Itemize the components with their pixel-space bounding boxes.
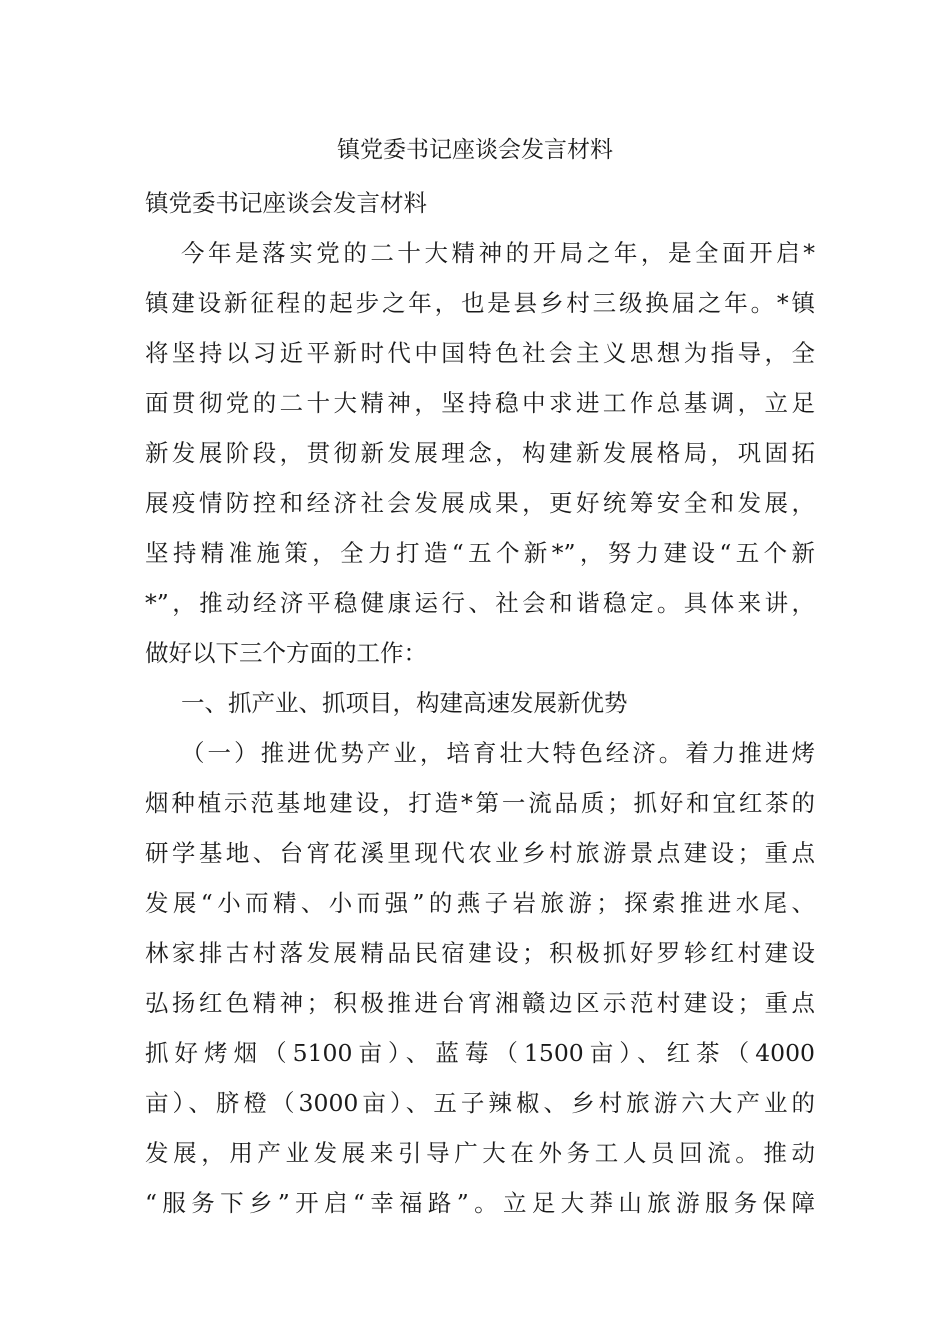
paragraph-line: 今年是落实党的二十大精神的开局之年，是全面开启* <box>181 239 815 267</box>
paragraph-line: 弘扬红色精神；积极推进台宵湘赣边区示范村建设；重点 <box>145 989 815 1017</box>
paragraph-line: 新发展阶段，贯彻新发展理念，构建新发展格局，巩固拓 <box>145 439 815 467</box>
paragraph-line: 抓好烤烟（5100亩）、蓝莓（1500亩）、红茶（4000 <box>145 1039 815 1067</box>
paragraph-line: 面贯彻党的二十大精神，坚持稳中求进工作总基调，立足 <box>145 389 815 417</box>
paragraph-line: 林家排古村落发展精品民宿建设；积极抓好罗轸红村建设 <box>145 939 815 967</box>
paragraph-line: 发展“小而精、小而强”的燕子岩旅游；探索推进水尾、 <box>145 889 815 917</box>
document-title: 镇党委书记座谈会发言材料 <box>337 137 613 163</box>
paragraph-line: “服务下乡”开启“幸福路”。立足大莽山旅游服务保障 <box>145 1189 815 1217</box>
document-body <box>145 178 815 1228</box>
paragraph-line: （一）推进优势产业，培育壮大特色经济。着力推进烤 <box>181 739 815 767</box>
paragraph-line: 镇建设新征程的起步之年，也是县乡村三级换届之年。*镇 <box>145 289 815 317</box>
paragraph-line: 烟种植示范基地建设，打造*第一流品质；抓好和宜红茶的 <box>145 789 815 817</box>
paragraph-line: 将坚持以习近平新时代中国特色社会主义思想为指导，全 <box>145 339 815 367</box>
paragraph-line: 做好以下三个方面的工作： <box>145 639 427 667</box>
paragraph-line: 坚持精准施策，全力打造“五个新*”，努力建设“五个新 <box>145 539 815 567</box>
paragraph-line: *”，推动经济平稳健康运行、社会和谐稳定。具体来讲， <box>145 589 815 617</box>
paragraph-line: 研学基地、台宵花溪里现代农业乡村旅游景点建设；重点 <box>145 839 815 867</box>
paragraph-line: 亩）、脐橙（3000亩）、五子辣椒、乡村旅游六大产业的 <box>145 1089 815 1117</box>
paragraph-line: 展疫情防控和经济社会发展成果，更好统筹安全和发展， <box>145 489 815 517</box>
paragraph-line: 发展，用产业发展来引导广大在外务工人员回流。推动 <box>145 1139 815 1167</box>
subtitle-line: 镇党委书记座谈会发言材料 <box>145 189 427 217</box>
section-heading: 一、抓产业、抓项目，构建高速发展新优势 <box>181 689 628 717</box>
